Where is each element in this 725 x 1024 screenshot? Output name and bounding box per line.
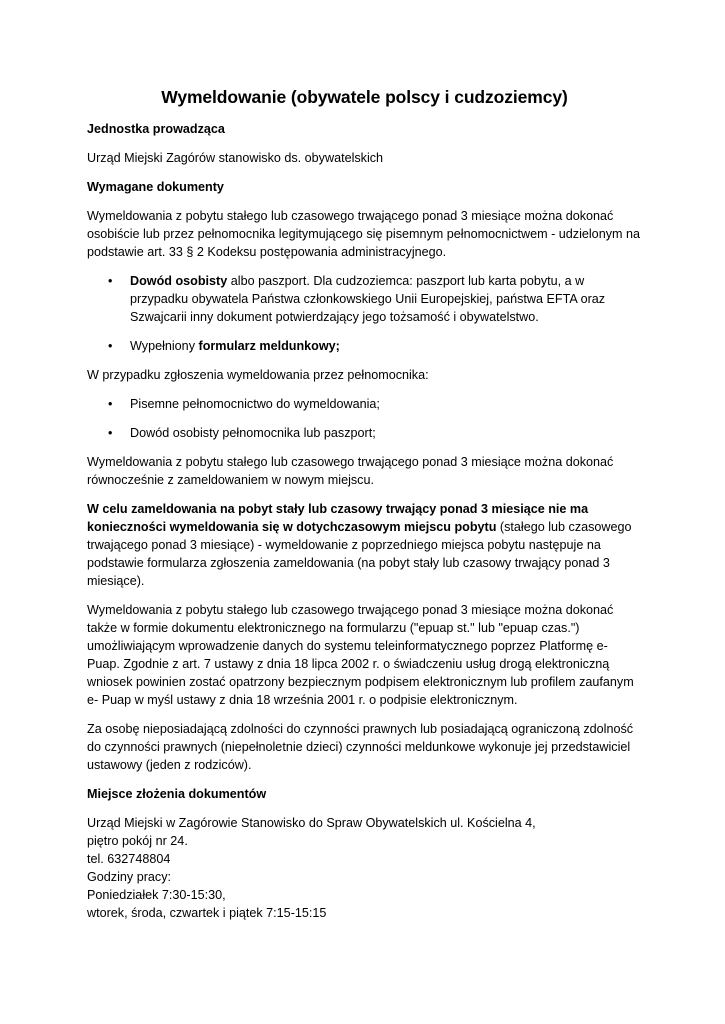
legal-capacity-paragraph: Za osobę nieposiadającą zdolności do czynności prawnych lub posiadającą ograniczoną zdolność do czynności prawnych (niepełnoletnie dzieci) czynności meldunkowe wykonuje jej przedstawiciel ustawowy (jeden z rodziców). — [87, 722, 634, 772]
list-item-proxy-id: • Dowód osobisty pełnomocnika lub paszport; — [87, 424, 642, 442]
bold-note: W celu zameldowania na pobyt stały lub czasowy trwający ponad 3 miesiące nie ma konieczności wymeldowania się w dotychczasowym miejscu pobytu — [87, 502, 589, 534]
list-item-text: albo paszport. Dla cudzoziemca: paszport lub karta pobytu, a w przypadku obywatela Państwa członkowskiego Unii Europejskiej, państwa EFTA oraz Szwajcarii inny dokument potwierdzający jego tożsamość i obywatelstwo. — [130, 274, 606, 324]
proxy-documents-list — [87, 395, 642, 442]
documents-heading: Wymagane dokumenty — [87, 180, 224, 194]
proxy-intro: W przypadku zgłoszenia wymeldowania przez pełnomocnika: — [87, 368, 429, 382]
electronic-paragraph: Wymeldowania z pobytu stałego lub czasowego trwającego ponad 3 miesiące można dokonać także w formie dokumentu elektronicznego na formularzu ("epuap st." lub "epuap czas.") umożliwiającym wprowadzenie danych do systemu teleinformatycznego poprzez Platformę e- Puap. Zgodnie z art. 7 ustawy z dnia 18 lipca 2002 r. o świadczeniu usług drogą elektroniczną wniosek powinien zostać opatrzony bezpiecznym podpisem elektronicznym lub profilem zaufanym e- Puap w myśl ustawy z dnia 18 września 2001 r. o podpisie elektronicznym. — [87, 603, 634, 707]
simultaneous-paragraph: Wymeldowania z pobytu stałego lub czasowego trwającego ponad 3 miesiące można dokonać równocześnie z zameldowaniem w nowym miejscu. — [87, 455, 614, 487]
hours-other-days: wtorek, środa, czwartek i piątek 7:15-15:15 — [87, 906, 327, 920]
room-line: piętro pokój nr 24. — [87, 834, 188, 848]
list-item-form — [87, 337, 642, 355]
unit-heading: Jednostka prowadząca — [87, 122, 225, 136]
page-title: Wymeldowanie (obywatele polscy i cudzoziemcy) — [161, 87, 568, 107]
bold-note-rest: (stałego lub czasowego trwającego ponad 3 miesiące) - wymeldowanie z poprzedniego miejsca pobytu następuje na podstawie formularza zgłoszenia zameldowania (na pobyt stały lub czasowy trwający ponad 3 miesiące). — [87, 520, 632, 588]
list-item-id-card — [87, 272, 642, 326]
list-item-bold: formularz meldunkowy; — [198, 339, 340, 353]
phone-line: tel. 632748804 — [87, 852, 171, 866]
bold-note-paragraph — [87, 500, 642, 590]
documents-intro: Wymeldowania z pobytu stałego lub czasowego trwającego ponad 3 miesiące można dokonać osobiście lub przez pełnomocnika legitymującego się pisemnym pełnomocnictwem - udzielonym na podstawie art. 33 § 2 Kodeksu postępowania administracyjnego. — [87, 209, 640, 259]
list-item-power-of-attorney: • Pisemne pełnomocnictwo do wymeldowania; — [87, 395, 642, 413]
unit-text: Urząd Miejski Zagórów stanowisko ds. obywatelskich — [87, 151, 384, 165]
place-address-block — [87, 814, 642, 922]
document-page — [87, 86, 642, 922]
place-heading: Miejsce złożenia dokumentów — [87, 787, 267, 801]
required-documents-list — [87, 272, 642, 355]
hours-label: Godziny pracy: — [87, 870, 171, 884]
list-item-text: Wypełniony — [130, 339, 199, 353]
address-line: Urząd Miejski w Zagórowie Stanowisko do Spraw Obywatelskich ul. Kościelna 4, — [87, 816, 536, 830]
list-item-bold: Dowód osobisty — [130, 274, 228, 288]
hours-monday: Poniedziałek 7:30-15:30, — [87, 888, 226, 902]
